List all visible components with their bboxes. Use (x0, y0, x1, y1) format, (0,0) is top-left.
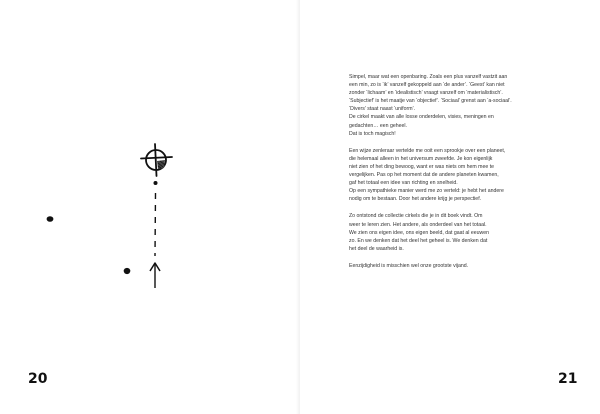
ink-blot-icon (47, 216, 54, 222)
page-number: 20 (28, 371, 48, 387)
dashed-line-icon (155, 193, 156, 256)
paragraph: Een wijze zenleraar vertelde me ooit een sprookje over een planeet, die helemaal alleen in het universum zweefde. Je kon eigenlijk niet zien of het ding bewoog, want er was niets om hem mee te vergelijken. Pas op het moment dat de andere planeten kwamen, gaf het totaal een idee van richting en snelheid. Op een sympathieke manier werd me zo verteld: je hebt het andere nodig om te bestaan. Door het andere krijg je perspectief. (349, 147, 506, 203)
page-number: 21 (558, 371, 578, 387)
right-page (300, 0, 600, 414)
paragraph: Zo ontstond de collectie cirkels die je in dit boek vindt. Om weer te leren zien. Het andere, als onderdeel van het totaal. We zien ons eigen idee, ons eigen beeld, dat gaat al eeuwen zo. En we denken dat het deel het geheel is. We denken dat het deel de waarheid is. (349, 213, 490, 252)
ink-blot-icon (124, 268, 131, 274)
body-text (349, 73, 549, 279)
crosshair-circle-icon (141, 144, 172, 176)
paragraph: Eenzijdigheid is misschien wel onze grootste vijand. (349, 262, 469, 269)
dot-icon (154, 181, 158, 185)
arrow-up-icon (150, 263, 160, 288)
paragraph: Simpel, maar wat een openbaring. Zoals een plus vanzelf vastzit aan een min, zo is ‘ik’ vanzelf gekoppeld aan ‘de ander’. ‘Geest’ kan niet zonder ‘lichaam’ en ‘idealistisch’ vraagt vanzelf om ‘materialistisch’. ‘Subjectief’ is het maatje van ‘objectief’. ‘Sociaal’ grenst aan ‘a-sociaal’. ‘Divers’ staat naast ‘uniform’. De cirkel maakt van alle losse onderdelen, visies, meningen en gedachten… een geheel. Dat is toch magisch! (349, 74, 512, 137)
